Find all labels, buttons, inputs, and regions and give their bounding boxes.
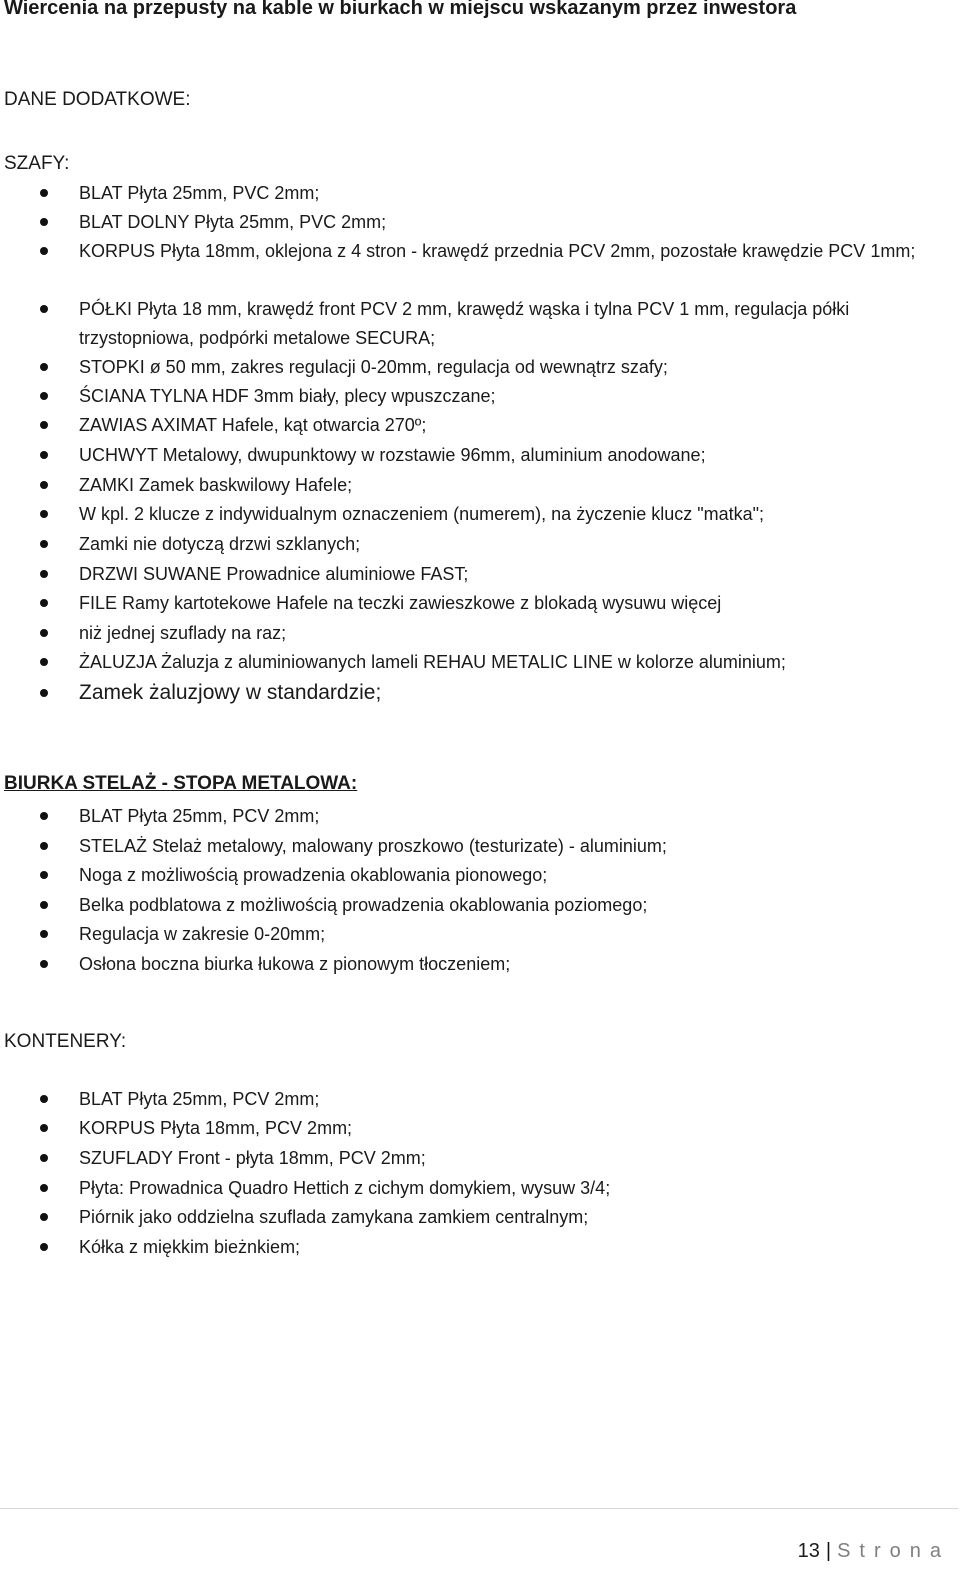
bullet-icon (40, 1184, 48, 1192)
page-footer (798, 1540, 950, 1563)
additional-data-heading: DANE DODATKOWE: (4, 89, 191, 110)
footer-separator: | (825, 1540, 832, 1562)
desks-heading: BIURKA STELAŻ - STOPA METALOWA: (4, 773, 358, 794)
containers-heading: KONTENERY: (4, 1031, 127, 1052)
wardrobes-heading: SZAFY: (4, 153, 70, 174)
page-number: 13 (797, 1540, 820, 1562)
desks-item: Regulacja w zakresie 0-20mm; (79, 924, 326, 944)
bullet-icon (40, 570, 48, 578)
wardrobes-item: Zamek żaluzjowy w standardzie; (79, 681, 382, 704)
bullet-icon (40, 658, 48, 666)
wardrobes-item: UCHWYT Metalowy, dwupunktowy w rozstawie 96mm, aluminium anodowane; (79, 445, 706, 465)
containers-item: SZUFLADY Front - płyta 18mm, PCV 2mm; (79, 1148, 426, 1168)
containers-item: BLAT Płyta 25mm, PCV 2mm; (79, 1089, 320, 1109)
wardrobes-item: ŻALUZJA Żaluzja z aluminiowanych lameli REHAU METALIC LINE w kolorze aluminium; (79, 652, 786, 672)
bullet-icon (40, 247, 48, 255)
bullet-icon (40, 871, 48, 879)
wardrobes-item: FILE Ramy kartotekowe Hafele na teczki zawieszkowe z blokadą wysuwu więcej (79, 593, 722, 613)
wardrobes-item: BLAT DOLNY Płyta 25mm, PVC 2mm; (79, 212, 387, 232)
bullet-icon (40, 421, 48, 429)
wardrobes-item: PÓŁKI Płyta 18 mm, krawędź front PCV 2 mm, krawędź wąska i tylna PCV 1 mm, regulacja półki trzystopniowa, podpórki metalowe SECURA; (79, 299, 850, 348)
wardrobes-item: ŚCIANA TYLNA HDF 3mm biały, plecy wpuszczane; (79, 386, 496, 406)
wardrobes-item: W kpl. 2 klucze z indywidualnym oznaczeniem (numerem), na życzenie klucz "matka"; (79, 504, 765, 524)
bullet-icon (40, 812, 48, 820)
bullet-icon (40, 451, 48, 459)
wardrobes-item: ZAWIAS AXIMAT Hafele, kąt otwarcia 270º; (79, 415, 427, 435)
wardrobes-item: Zamki nie dotyczą drzwi szklanych; (79, 534, 361, 554)
bullet-icon (40, 510, 48, 518)
bullet-icon (40, 1243, 48, 1251)
containers-item: KORPUS Płyta 18mm, PCV 2mm; (79, 1118, 353, 1138)
bullet-icon (40, 930, 48, 938)
document-title: Wiercenia na przepusty na kable w biurkach w miejscu wskazanym przez inwestora (4, 0, 797, 19)
wardrobes-item: DRZWI SUWANE Prowadnice aluminiowe FAST; (79, 564, 469, 584)
bullet-icon (40, 960, 48, 968)
bullet-icon (40, 392, 48, 400)
wardrobes-item: BLAT Płyta 25mm, PVC 2mm; (79, 183, 320, 203)
page-word: Strona (837, 1540, 950, 1562)
desks-item: Noga z możliwością prowadzenia okablowania pionowego; (79, 865, 548, 885)
desks-item: Belka podblatowa z możliwością prowadzenia okablowania poziomego; (79, 895, 648, 915)
desks-item: BLAT Płyta 25mm, PCV 2mm; (79, 806, 320, 826)
containers-item: Piórnik jako oddzielna szuflada zamykana zamkiem centralnym; (79, 1207, 589, 1227)
bullet-icon (40, 363, 48, 371)
bullet-icon (40, 305, 48, 313)
bullet-icon (40, 599, 48, 607)
bullet-icon (40, 189, 48, 197)
bullet-icon (40, 1213, 48, 1221)
bullet-icon (40, 689, 48, 697)
containers-item: Płyta: Prowadnica Quadro Hettich z cichym domykiem, wysuw 3/4; (79, 1178, 611, 1198)
bullet-icon (40, 1095, 48, 1103)
bullet-icon (40, 1124, 48, 1132)
wardrobes-item: KORPUS Płyta 18mm, oklejona z 4 stron - krawędź przednia PCV 2mm, pozostałe krawędzie PCV 1mm; (79, 241, 916, 261)
bullet-icon (40, 629, 48, 637)
bullet-icon (40, 540, 48, 548)
bullet-icon (40, 481, 48, 489)
bullet-icon (40, 218, 48, 226)
bullet-icon (40, 842, 48, 850)
desks-item: STELAŻ Stelaż metalowy, malowany proszkowo (testurizate) - aluminium; (79, 836, 667, 856)
desks-item: Osłona boczna biurka łukowa z pionowym tłoczeniem; (79, 954, 511, 974)
bullet-icon (40, 1154, 48, 1162)
containers-item: Kółka z miękkim bieżnkiem; (79, 1237, 301, 1257)
wardrobes-item: STOPKI ø 50 mm, zakres regulacji 0-20mm, regulacja od wewnątrz szafy; (79, 357, 668, 377)
footer-divider (0, 1508, 958, 1509)
wardrobes-item: niż jednej szuflady na raz; (79, 623, 287, 643)
bullet-icon (40, 901, 48, 909)
wardrobes-item: ZAMKI Zamek baskwilowy Hafele; (79, 475, 353, 495)
